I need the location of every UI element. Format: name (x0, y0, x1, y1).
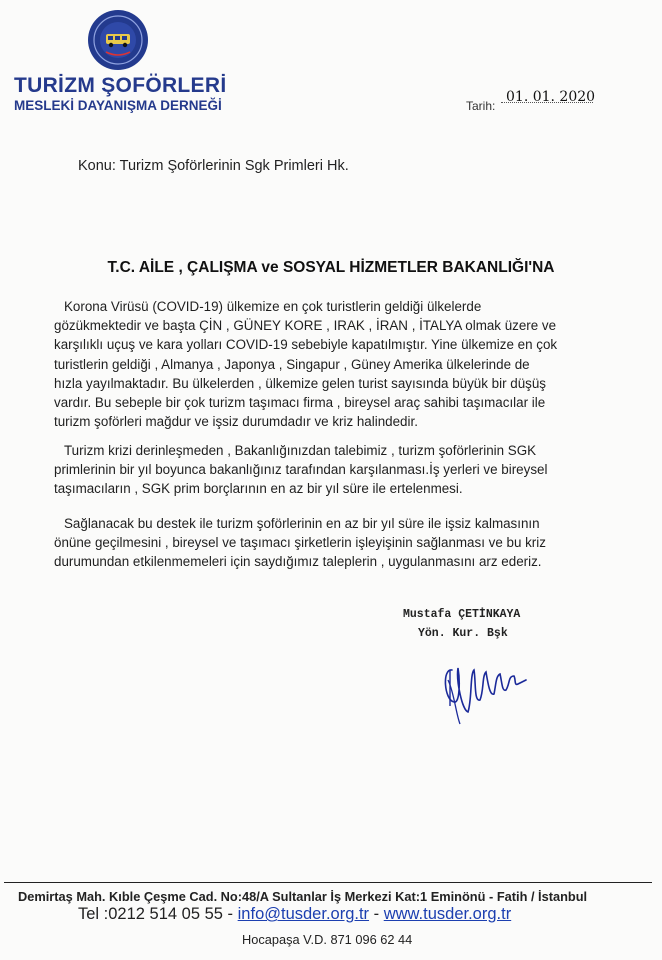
footer-email-link[interactable]: info@tusder.org.tr (237, 905, 370, 923)
paragraph-line: vardır. Bu sebeple bir çok turizm taşımacı firma , bireysel araç sahibi taşımacılar ile (54, 395, 546, 411)
signatory-title: Yön. Kur. Bşk (418, 627, 508, 640)
paragraph-line: hızla yayılmaktadır. Bu ülkelerden , ülkemize gelen turist sayısında büyük bir düşüş (54, 375, 546, 391)
footer-contact (78, 905, 511, 924)
body-paragraph-1 (54, 297, 626, 431)
paragraph-line: önüne geçilmesini , bireysel ve taşımacı şirketlerin işleyişinin sağlanması ve bu kriz (54, 535, 546, 551)
footer-divider (4, 882, 652, 883)
paragraph-line: Korona Virüsü (COVID-19) ülkemize en çok turistlerin geldiği ülkelerde (64, 299, 482, 314)
paragraph-line: turizm şoförleri mağdur ve işsiz durumdadır ve kriz halindedir. (54, 414, 418, 430)
paragraph-line: turistlerin geldiği , Almanya , Japonya , Singapur , Güney Amerika ülkelerinde de (54, 356, 530, 372)
organization-name: TURİZM ŞOFÖRLERİ (14, 74, 227, 97)
footer-tax-office: Hocapaşa V.D. 871 096 62 44 (242, 932, 413, 947)
body-paragraph-2 (54, 441, 626, 499)
body-paragraph-3 (54, 514, 626, 572)
signatory-name: Mustafa ÇETİNKAYA (403, 608, 521, 621)
paragraph-line: karşılıklı uçuş ve kara yolları COVID-19 sebebiyle kapatılmıştır. Yine ülkemize en çok (54, 337, 558, 353)
association-seal-icon (86, 8, 150, 72)
footer-separator: - (369, 905, 384, 923)
footer-separator: - (222, 905, 238, 923)
footer-website-link[interactable]: www.tusder.org.tr (383, 905, 512, 923)
letter-subject: Konu: Turizm Şoförlerinin Sgk Primleri Hk. (78, 158, 349, 174)
paragraph-line: Turizm krizi derinleşmeden , Bakanlığınızdan talebimiz , turizm şoförlerinin SGK (64, 443, 537, 458)
paragraph-line: Sağlanacak bu destek ile turizm şoförlerinin en az bir yıl süre ile işsiz kalmasının (64, 516, 540, 531)
paragraph-line: primlerinin bir yıl boyunca bakanlığınız tarafından karşılanması.İş yerleri ve bireysel (54, 462, 548, 478)
paragraph-line: durumundan etkilenmemeleri için saydığımız taleplerin , uygulanmasını arz ederiz. (54, 554, 542, 570)
date-label: Tarih: (466, 99, 496, 113)
letter-recipient: T.C. AİLE , ÇALIŞMA ve SOSYAL HİZMETLER BAKANLIĞI'NA (107, 259, 555, 276)
footer-phone: Tel :0212 514 05 55 (78, 905, 223, 923)
paragraph-line: gözükmektedir ve başta ÇİN , GÜNEY KORE , IRAK , İRAN , İTALYA olmak üzere ve (54, 318, 557, 334)
date-value: 01. 01. 2020 (506, 89, 596, 105)
handwritten-signature (430, 640, 540, 730)
organization-subtitle: MESLEKİ DAYANIŞMA DERNEĞİ (14, 98, 222, 113)
footer-address: Demirtaş Mah. Kıble Çeşme Cad. No:48/A Sultanlar İş Merkezi Kat:1 Eminönü - Fatih / İstanbul (18, 889, 588, 904)
paragraph-line: taşımacıların , SGK prim borçlarının en az bir yıl süre ile ertelenmesi. (54, 481, 463, 497)
